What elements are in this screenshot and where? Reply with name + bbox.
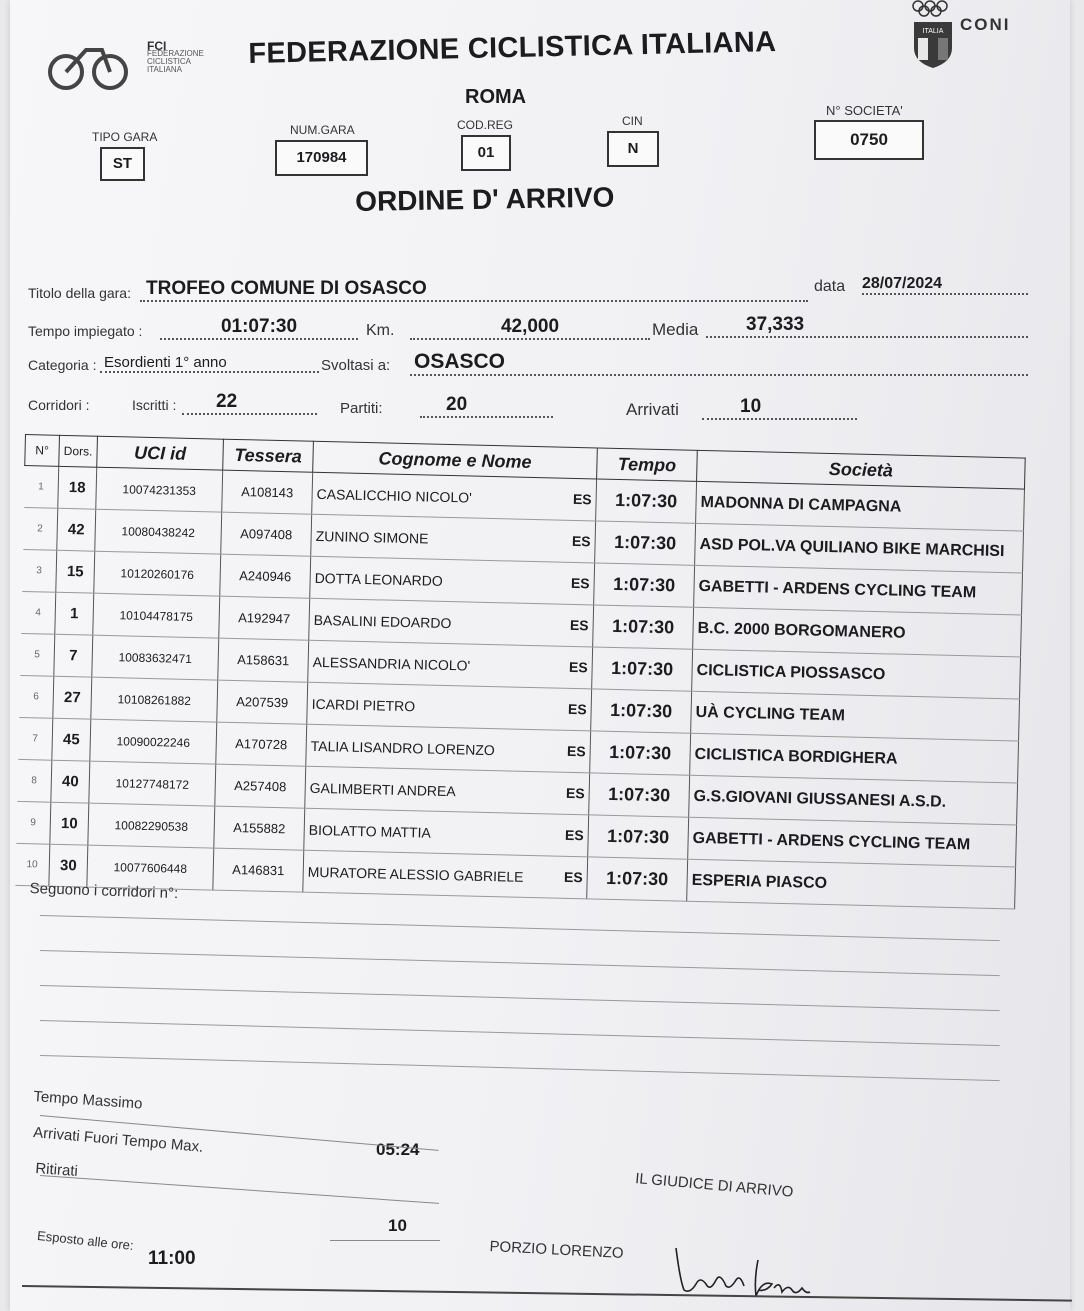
- cell-nome-text: ALESSANDRIA NICOLO': [312, 653, 471, 674]
- cell-position: 10: [15, 843, 50, 886]
- cell-dorsale: 45: [52, 718, 91, 761]
- cell-category: ES: [565, 784, 585, 802]
- cell-nome-text: MURATORE ALESSIO GABRIELE: [307, 863, 524, 885]
- cell-societa: G.S.GIOVANI GIUSSANESI A.S.D.: [689, 775, 1018, 825]
- cell-dorsale: 10: [50, 802, 89, 845]
- cell-nome-text: GALIMBERTI ANDREA: [309, 779, 456, 799]
- corridori-label: Corridori :: [28, 397, 90, 413]
- cell-dorsale: 15: [56, 550, 95, 593]
- partiti-label: Partiti:: [340, 400, 383, 417]
- iscritti-value: 22: [182, 391, 317, 415]
- results-table-wrap: [14, 434, 1024, 909]
- cell-tessera: A146831: [213, 848, 304, 892]
- cell-tessera: A240946: [220, 554, 311, 598]
- cell-societa: MADONNA DI CAMPAGNA: [696, 481, 1025, 531]
- cell-uci-id: 10080438242: [95, 509, 222, 554]
- cell-nome-text: BASALINI EDOARDO: [313, 611, 452, 631]
- cell-societa: CICLISTICA PIOSSASCO: [692, 649, 1021, 699]
- cell-tempo: 1:07:30: [591, 689, 692, 733]
- fuori-tempo-value: 05:24: [376, 1140, 420, 1159]
- cell-societa: ESPERIA PIASCO: [687, 859, 1016, 909]
- svoltasi-value: OSASCO: [410, 350, 1028, 376]
- col-dors-header: Dors.: [59, 435, 98, 467]
- cell-category: ES: [566, 742, 586, 760]
- cell-dorsale: 27: [53, 676, 92, 719]
- titolo-value: [140, 278, 808, 302]
- fci-small-2: CICLISTICA: [147, 57, 192, 66]
- cell-tempo: 1:07:30: [595, 521, 696, 565]
- cell-nome: [306, 724, 591, 773]
- cell-tempo: 1:07:30: [590, 731, 691, 775]
- cell-nome: [305, 766, 590, 815]
- fuori-tempo-label: Arrivati Fuori Tempo Max.: [32, 1124, 204, 1156]
- coni-badge: ITALIA: [922, 28, 944, 35]
- tipo-gara-label: TIPO GARA: [92, 130, 158, 144]
- cell-category: ES: [570, 574, 590, 592]
- arrivati-label: Arrivati: [626, 400, 679, 419]
- col-uci-header: UCI id: [97, 436, 224, 470]
- tempo-value: 01:07:30: [160, 316, 358, 340]
- cell-societa: CICLISTICA BORDIGHERA: [690, 733, 1019, 783]
- cell-dorsale: 18: [58, 466, 97, 509]
- cell-position: 4: [21, 591, 56, 634]
- cell-nome-text: BIOLATTO MATTIA: [308, 821, 432, 841]
- cell-tessera: A192947: [219, 596, 310, 640]
- cell-societa: B.C. 2000 BORGOMANERO: [693, 607, 1022, 657]
- ritirati-value: 10: [388, 1216, 407, 1235]
- esposto-value: 11:00: [148, 1248, 196, 1269]
- cell-nome-text: TALIA LISANDRO LORENZO: [310, 737, 496, 758]
- titolo-text: TROFEO COMUNE DI OSASCO: [146, 278, 427, 299]
- societa-code-box: 0750: [814, 120, 924, 160]
- results-table: [14, 434, 1025, 909]
- cell-tessera: A155882: [214, 806, 305, 850]
- col-tempo-header: Tempo: [597, 448, 698, 481]
- cell-category: ES: [571, 532, 591, 550]
- document-title: ORDINE D' ARRIVO: [355, 181, 615, 217]
- cell-position: 2: [23, 507, 58, 550]
- categoria-label: Categoria :: [28, 357, 97, 373]
- ruled-line: [40, 1020, 1000, 1046]
- num-gara-label: NUM.GARA: [290, 123, 355, 137]
- cell-uci-id: 10074231353: [96, 467, 223, 512]
- cell-uci-id: 10104478175: [93, 593, 220, 638]
- cell-uci-id: 10077606448: [87, 845, 214, 890]
- cell-tempo: 1:07:30: [593, 605, 694, 649]
- cell-nome: [307, 682, 592, 731]
- coni-shield-icon: [908, 0, 958, 70]
- giudice-name: PORZIO LORENZO: [489, 1238, 625, 1262]
- cell-nome: [304, 808, 589, 857]
- cell-position: 8: [17, 759, 52, 802]
- cell-tessera: A207539: [217, 680, 308, 724]
- cell-position: 5: [20, 633, 55, 676]
- cell-uci-id: 10127748172: [89, 761, 216, 806]
- fci-logo-icon: [46, 42, 132, 94]
- cell-tempo: 1:07:30: [588, 815, 689, 859]
- ritirati-label: Ritirati: [34, 1160, 79, 1180]
- cell-nome-text: CASALICCHIO NICOLO': [316, 485, 472, 506]
- media-label: Media: [652, 320, 699, 339]
- cell-dorsale: 42: [57, 508, 96, 551]
- cell-nome-text: ZUNINO SIMONE: [315, 527, 429, 547]
- iscritti-label: Iscritti :: [132, 397, 177, 413]
- cell-nome: [308, 640, 593, 689]
- coni-label: CONI: [960, 15, 1011, 34]
- svoltasi-label: Svoltasi a:: [321, 357, 391, 374]
- cell-nome-text: ICARDI PIETRO: [311, 695, 416, 714]
- cell-tempo: 1:07:30: [587, 857, 688, 901]
- societa-code-label: N° SOCIETA': [826, 103, 903, 118]
- col-societa-header: Società: [697, 450, 1026, 489]
- cell-position: 3: [22, 549, 57, 592]
- tipo-gara-box: ST: [100, 147, 145, 181]
- cell-societa: ASD POL.VA QUILIANO BIKE MARCHISI: [695, 523, 1024, 573]
- cell-tessera: A097408: [221, 512, 312, 556]
- seguono-label: Seguono i corridori n°:: [29, 880, 179, 903]
- media-value: 37,333: [706, 314, 1028, 338]
- cell-societa: UÀ CYCLING TEAM: [691, 691, 1020, 741]
- cod-reg-box: 01: [461, 135, 511, 171]
- ruled-line: [40, 915, 1000, 941]
- tempo-massimo-label: Tempo Massimo: [32, 1088, 143, 1113]
- cod-reg-label: COD.REG: [457, 118, 514, 132]
- cell-tessera: A108143: [222, 470, 313, 514]
- cell-nome: [310, 556, 595, 605]
- col-n-header: N°: [25, 435, 60, 467]
- data-label: data: [814, 278, 846, 295]
- cell-societa: GABETTI - ARDENS CYCLING TEAM: [688, 817, 1017, 867]
- cell-nome: [303, 850, 588, 899]
- cell-tessera: A170728: [216, 722, 307, 766]
- cell-nome-text: DOTTA LEONARDO: [314, 569, 443, 589]
- cell-nome: [311, 514, 596, 563]
- cell-uci-id: 10108261882: [91, 677, 218, 722]
- cell-category: ES: [572, 490, 592, 508]
- km-value: 42,000: [410, 316, 650, 340]
- cell-uci-id: 10090022246: [90, 719, 217, 764]
- cell-nome: [309, 598, 594, 647]
- ritirati-line: [40, 1175, 439, 1204]
- city-label: ROMA: [465, 86, 527, 108]
- ruled-line: [40, 1055, 1000, 1081]
- giudice-label: IL GIUDICE DI ARRIVO: [634, 1170, 795, 1201]
- cell-tempo: 1:07:30: [592, 647, 693, 691]
- ruled-line: [40, 985, 1000, 1011]
- cell-uci-id: 10120260176: [94, 551, 221, 596]
- cin-box: N: [607, 131, 659, 167]
- col-nome-header: Cognome e Nome: [313, 441, 598, 479]
- cell-category: ES: [567, 700, 587, 718]
- cell-dorsale: 1: [55, 592, 94, 635]
- signature-stroke: [676, 1248, 810, 1296]
- cell-tempo: 1:07:30: [589, 773, 690, 817]
- fci-text-block: [147, 39, 204, 74]
- titolo-label: Titolo della gara:: [28, 285, 131, 301]
- esposto-label: Esposto alle ore:: [36, 1228, 135, 1254]
- cell-societa: GABETTI - ARDENS CYCLING TEAM: [694, 565, 1023, 615]
- arrivati-value: 10: [702, 396, 857, 420]
- cell-uci-id: 10083632471: [92, 635, 219, 680]
- judge-signature: [670, 1240, 820, 1310]
- cell-uci-id: 10082290538: [88, 803, 215, 848]
- cell-position: 1: [24, 466, 59, 509]
- fci-abbr: FCI: [147, 39, 167, 53]
- cell-position: 6: [19, 675, 54, 718]
- categoria-value: Esordienti 1° anno: [100, 354, 319, 373]
- fci-small-3: ITALIANA: [147, 65, 182, 74]
- fci-small-1: FEDERAZIONE: [147, 49, 204, 58]
- cell-dorsale: 40: [51, 760, 90, 803]
- federation-title: FEDERAZIONE CICLISTICA ITALIANA: [248, 26, 777, 70]
- cell-category: ES: [563, 868, 583, 886]
- results-sheet: [10, 0, 1070, 1311]
- cell-tempo: 1:07:30: [594, 563, 695, 607]
- data-value: 28/07/2024: [862, 275, 1028, 295]
- cell-dorsale: 7: [54, 634, 93, 677]
- results-table-body: [15, 466, 1025, 909]
- cell-tessera: A257408: [215, 764, 306, 808]
- cell-category: ES: [568, 658, 588, 676]
- cell-category: ES: [564, 826, 584, 844]
- ritirati-value-line: [330, 1240, 440, 1241]
- cell-position: 9: [16, 801, 51, 844]
- col-tessera-header: Tessera: [223, 439, 314, 472]
- tempo-label: Tempo impiegato :: [28, 323, 143, 339]
- cell-tempo: 1:07:30: [596, 479, 697, 523]
- cell-dorsale: 30: [49, 844, 88, 887]
- num-gara-box: 170984: [275, 140, 368, 176]
- cell-category: ES: [569, 616, 589, 634]
- cin-label: CIN: [622, 114, 643, 128]
- bottom-border: [22, 1285, 1072, 1302]
- ruled-line: [40, 950, 1000, 976]
- partiti-value: 20: [420, 394, 553, 418]
- cell-nome: [312, 472, 597, 521]
- cell-tessera: A158631: [218, 638, 309, 682]
- cell-position: 7: [18, 717, 53, 760]
- km-label: Km.: [366, 322, 395, 339]
